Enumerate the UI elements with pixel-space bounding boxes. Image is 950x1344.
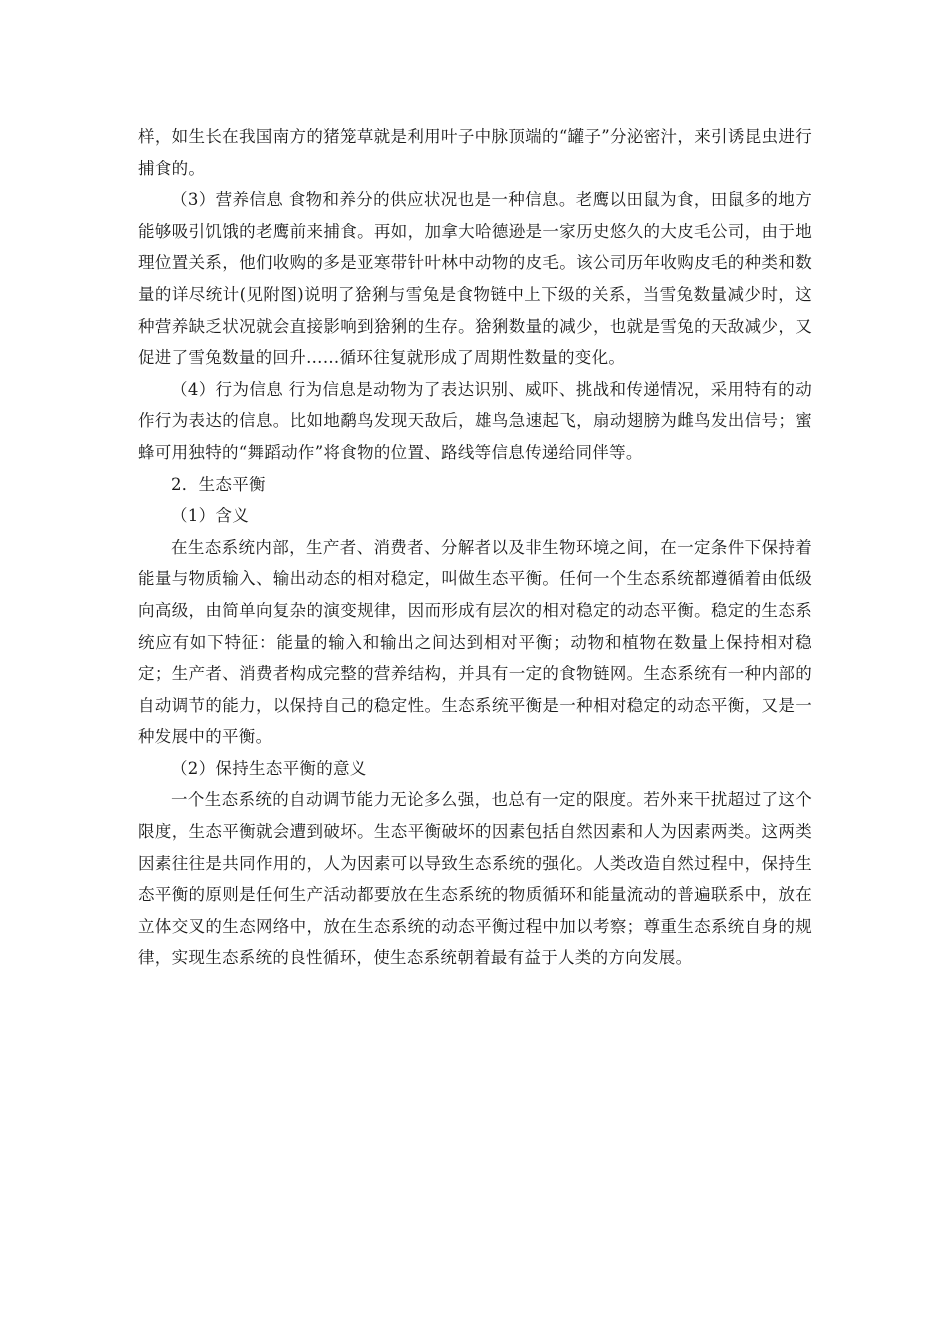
- section-heading-ecological-balance: 2．生态平衡: [171, 474, 266, 494]
- subheading-meaning: （1）含义: [171, 506, 249, 526]
- paragraph-significance: 一个生态系统的自动调节能力无论多么强，也总有一定的限度。若外来干扰超过了这个限度，生态平衡就会遭到破坏。生态平衡破坏的因素包括自然因素和人为因素两类。这两类因素往往是共同作用的，人为因素可以导致生态系统的强化。人类改造自然过程中，保持生态平衡的原则是任何生产活动都要放在生态系统的物质循环和能量流动的普遍联系中，放在立体交叉的生态网络中，放在生态系统的动态平衡过程中加以考察；尊重生态系统自身的规律，实现生态系统的良性循环，使生态系统朝着最有益于人类的方向发展。: [138, 790, 812, 968]
- subheading-significance: （2）保持生态平衡的意义: [171, 758, 367, 778]
- paragraph-behavior-info: （4）行为信息 行为信息是动物为了表达识别、威吓、挑战和传递情况，采用特有的动作行为表达的信息。比如地鹬鸟发现天敌后，雄鸟急速起飞，扇动翅膀为雌鸟发出信号；蜜蜂可用独特的“舞蹈动作”将食物的位置、路线等信息传递给同伴等。: [138, 379, 812, 462]
- paragraph-nutrition-info: （3）营养信息 食物和养分的供应状况也是一种信息。老鹰以田鼠为食，田鼠多的地方能够吸引饥饿的老鹰前来捕食。再如，加拿大哈德逊是一家历史悠久的大皮毛公司，由于地理位置关系，他们收购的多是亚寒带针叶林中动物的皮毛。该公司历年收购皮毛的种类和数量的详尽统计(见附图)说明了猞猁与雪兔是食物链中上下级的关系，当雪兔数量减少时，这种营养缺乏状况就会直接影响到猞猁的生存。猞猁数量的减少，也就是雪兔的天敌减少，又促进了雪兔数量的回升……循环往复就形成了周期性数量的变化。: [138, 190, 812, 368]
- paragraph-continuation: 样，如生长在我国南方的猪笼草就是利用叶子中脉顶端的“罐子”分泌密汁，来引诱昆虫进行捕食的。: [138, 127, 812, 178]
- paragraph-meaning: 在生态系统内部，生产者、消费者、分解者以及非生物环境之间，在一定条件下保持着能量与物质输入、输出动态的相对稳定，叫做生态平衡。任何一个生态系统都遵循着由低级向高级，由简单向复杂的演变规律，因而形成有层次的相对稳定的动态平衡。稳定的生态系统应有如下特征：能量的输入和输出之间达到相对平衡；动物和植物在数量上保持相对稳定；生产者、消费者构成完整的营养结构，并具有一定的食物链网。生态系统有一种内部的自动调节的能力，以保持自己的稳定性。生态系统平衡是一种相对稳定的动态平衡，又是一种发展中的平衡。: [138, 537, 812, 747]
- document-body: [138, 121, 812, 974]
